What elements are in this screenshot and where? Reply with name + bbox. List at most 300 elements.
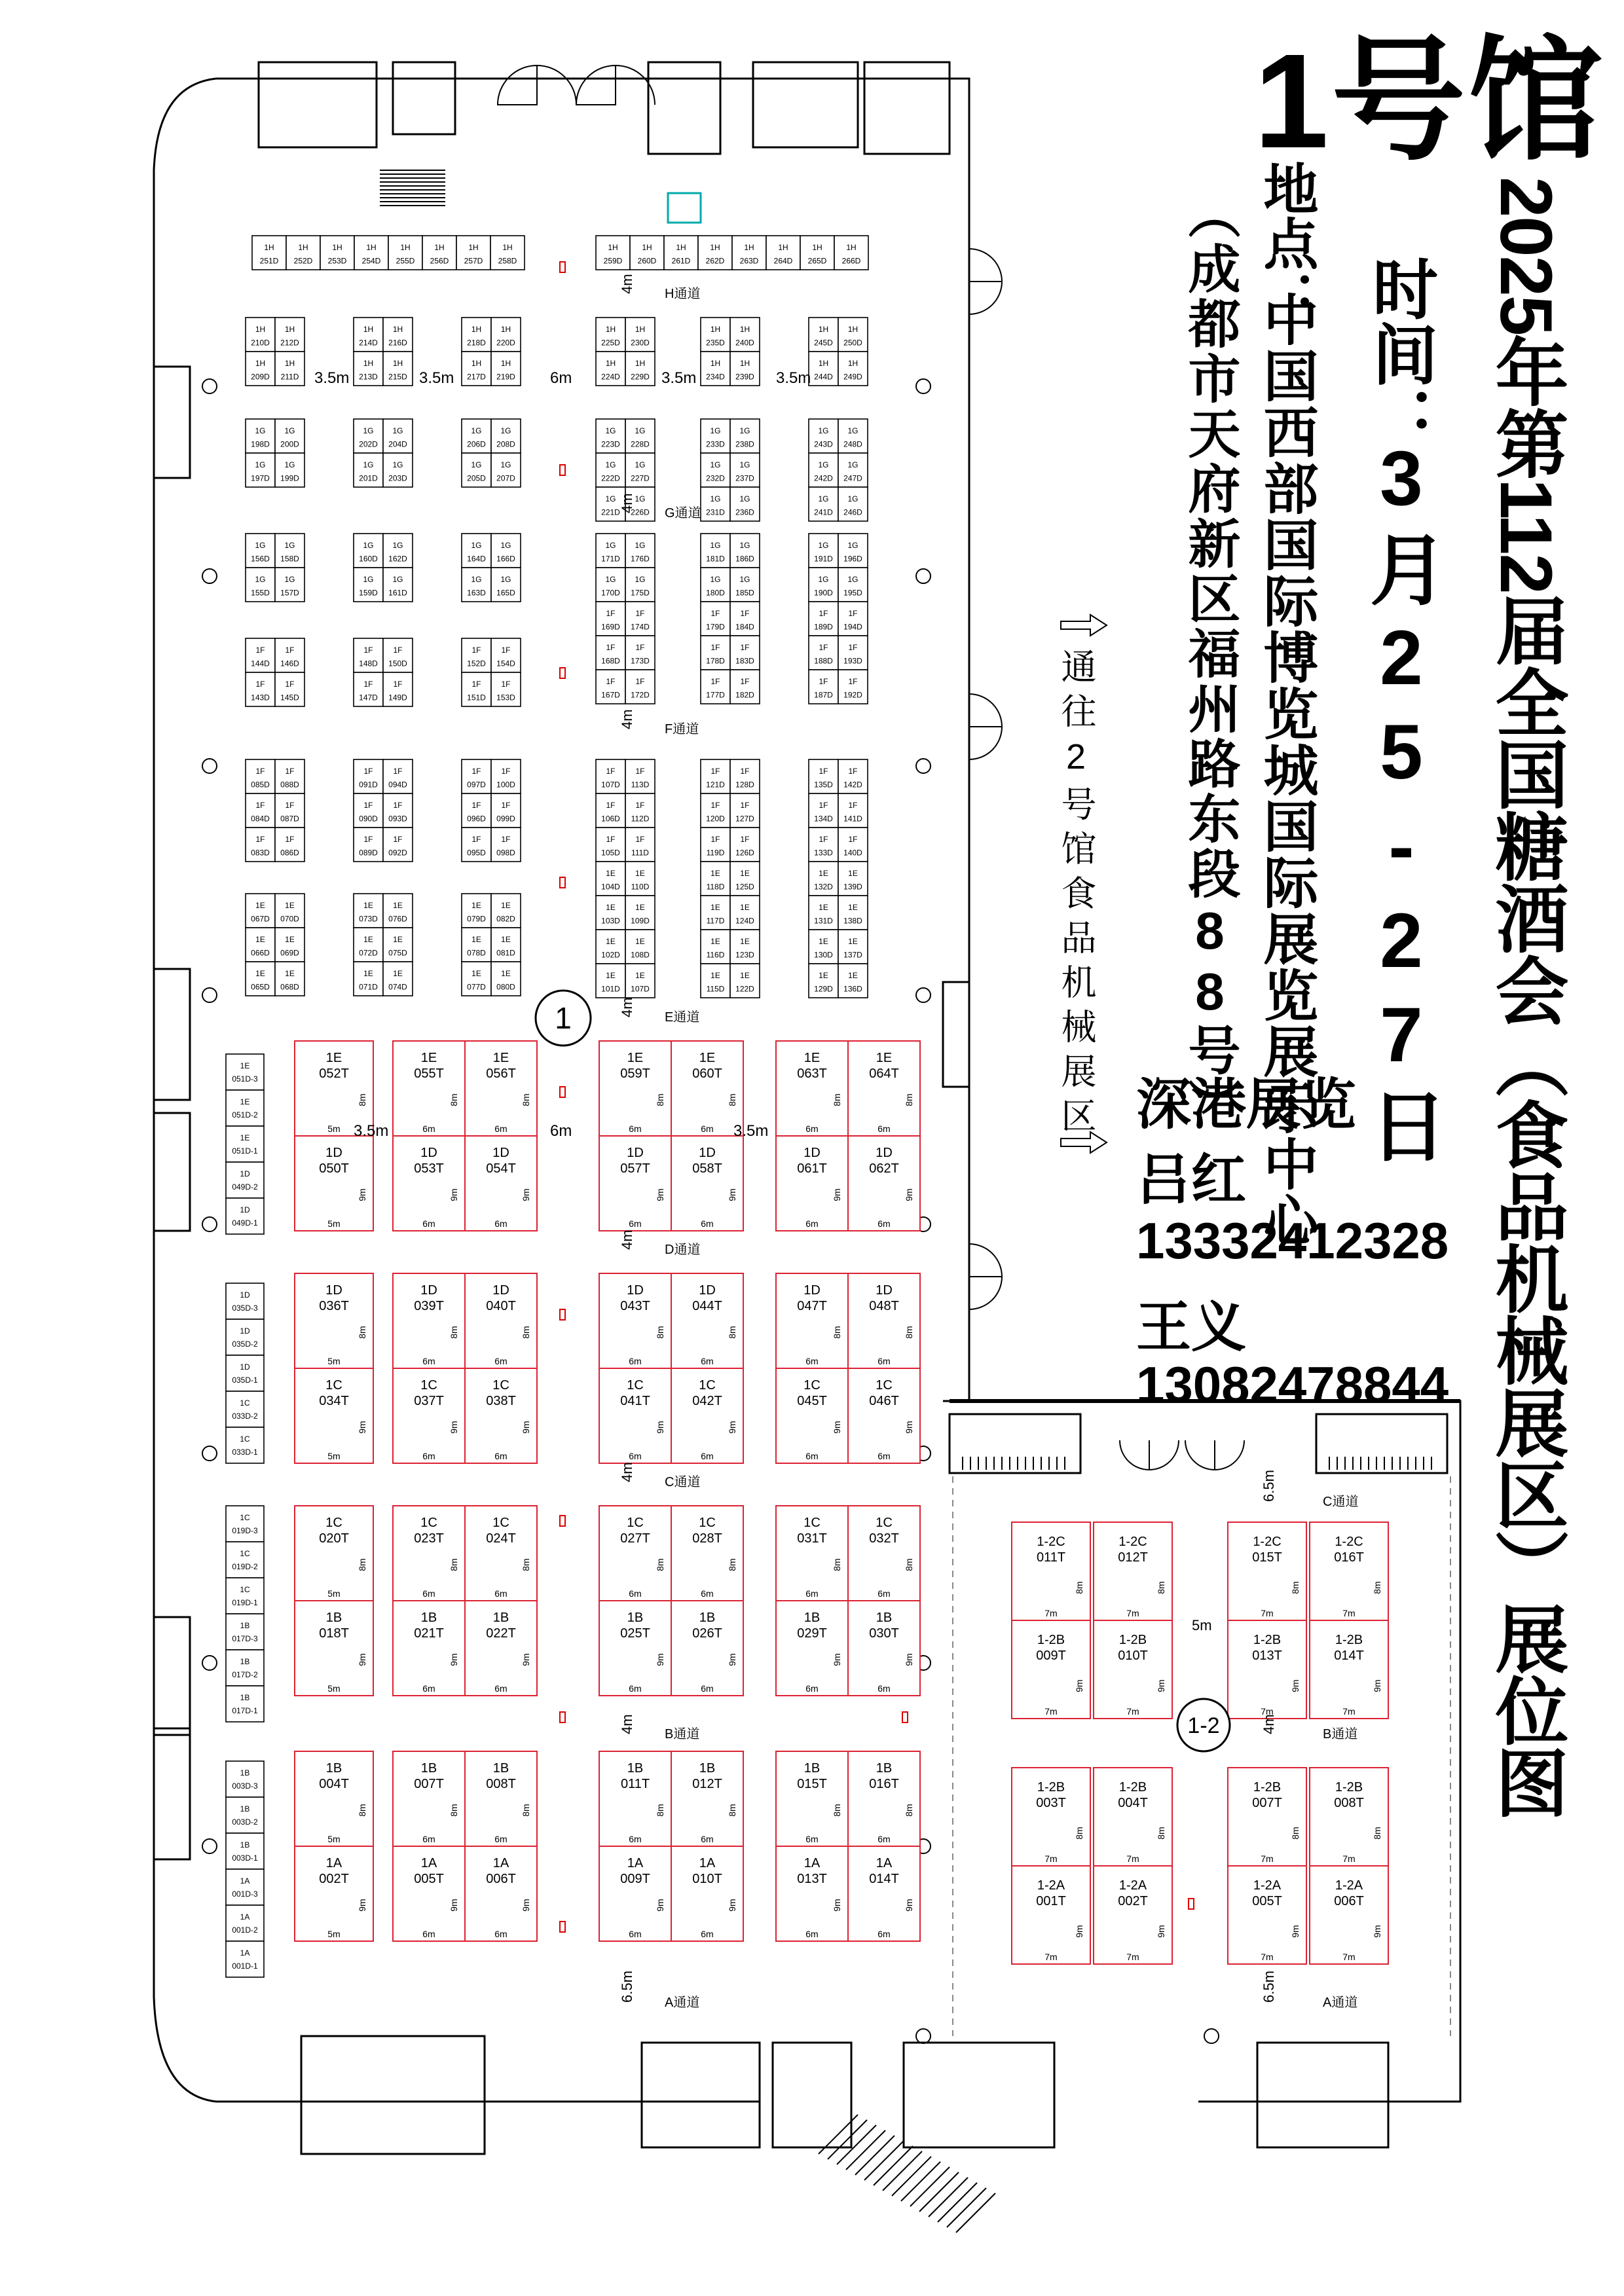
booth-number: 014T — [869, 1872, 899, 1886]
width-label: 7m — [1044, 1608, 1058, 1618]
booth-number: 032T — [869, 1531, 899, 1546]
booth-zone: 1E — [710, 902, 720, 912]
booth-zone: 1H — [744, 242, 754, 252]
booth-number: 059T — [620, 1066, 650, 1081]
booth-number: 003T — [1036, 1796, 1066, 1810]
booth-zone: 1F — [363, 800, 373, 810]
booth-number: 100D — [496, 780, 515, 790]
booth-number: 145D — [280, 693, 299, 702]
booth-020T — [295, 1506, 373, 1601]
booth-zone: 1A — [627, 1856, 644, 1870]
booth-zone: 1E — [635, 970, 645, 980]
booth-number: 095D — [467, 848, 486, 858]
depth-label: 9m — [521, 1421, 531, 1434]
booth-zone: 1C — [492, 1516, 509, 1530]
booth-number: 236D — [735, 507, 754, 517]
booth-zone: 1G — [635, 494, 646, 503]
booth-180D — [701, 568, 730, 602]
booth-zone: 1F — [471, 834, 481, 844]
width-label: 7m — [1342, 1952, 1356, 1962]
depth-label: 9m — [521, 1188, 531, 1201]
booth-011T — [1012, 1522, 1090, 1620]
depth-label: 8m — [449, 1326, 459, 1339]
booth-zone: 1D — [492, 1283, 509, 1298]
booth-number: 265D — [807, 256, 827, 266]
booth-number: 091D — [359, 780, 378, 790]
booth-zone: 1B — [325, 1761, 342, 1776]
booth-166D — [491, 534, 521, 568]
booth-zone: 1H — [608, 242, 618, 252]
booth-number: 130D — [814, 950, 833, 960]
booth-number: 257D — [464, 256, 483, 266]
booth-003D-2 — [226, 1797, 264, 1833]
booth-153D — [491, 672, 521, 706]
booth-127D — [730, 793, 760, 828]
booth-187D — [809, 670, 838, 704]
booth-number: 158D — [280, 554, 299, 564]
booth-number: 017D-1 — [232, 1706, 258, 1715]
depth-label: 9m — [357, 1653, 367, 1666]
booth-zone: 1F — [471, 766, 481, 776]
booth-zone: 1G — [847, 426, 858, 435]
booth-152D — [462, 638, 491, 672]
booth-number: 239D — [735, 372, 754, 382]
booth-130D — [809, 930, 838, 964]
depth-label: 8m — [832, 1804, 842, 1817]
booth-number: 226D — [631, 507, 650, 517]
booth-115D — [701, 964, 730, 998]
booth-008T — [1310, 1768, 1388, 1866]
depth-label: 9m — [1372, 1925, 1382, 1938]
booth-number: 030T — [869, 1626, 899, 1641]
depth-label: 9m — [904, 1899, 914, 1912]
booth-032T — [848, 1506, 920, 1601]
booth-zone: 1E — [710, 970, 720, 980]
booth-zone: 1G — [818, 494, 829, 503]
booth-zone: 1E — [471, 900, 481, 910]
booth-253D — [320, 236, 354, 270]
booth-zone: 1F — [285, 800, 295, 810]
booth-zone: 1F — [710, 608, 720, 618]
booth-number: 040T — [486, 1299, 516, 1313]
booth-022T — [465, 1601, 537, 1696]
booth-190D — [809, 568, 838, 602]
booth-209D — [246, 352, 275, 386]
booth-number: 142D — [843, 780, 862, 790]
booth-zone: 1F — [471, 679, 481, 689]
booth-zone: 1F — [285, 645, 295, 655]
booth-zone: 1G — [739, 574, 750, 584]
booth-number: 036T — [319, 1299, 349, 1313]
booth-zone: 1F — [635, 608, 645, 618]
booth-number: 150D — [388, 659, 407, 668]
booth-zone: 1E — [606, 970, 616, 980]
booth-zone: 1C — [420, 1516, 437, 1530]
booth-number: 012T — [692, 1777, 722, 1791]
booth-zone: 1D — [803, 1146, 821, 1160]
booth-zone: 1E — [606, 868, 616, 878]
booth-035D-3 — [226, 1283, 264, 1319]
booth-zone: 1F — [285, 834, 295, 844]
booth-number: 014T — [1334, 1649, 1364, 1663]
booth-number: 148D — [359, 659, 378, 668]
booth-164D — [462, 534, 491, 568]
booth-zone: 1E — [255, 968, 265, 978]
booth-zone: 1E — [240, 1133, 250, 1142]
booth-zone: 1F — [393, 645, 403, 655]
booth-number: 213D — [359, 372, 378, 382]
booth-116D — [701, 930, 730, 964]
booth-086D — [275, 828, 304, 862]
booth-number: 020T — [319, 1531, 349, 1546]
booth-zone: 1G — [500, 540, 511, 550]
booth-044T — [671, 1273, 743, 1368]
booth-number: 170D — [601, 588, 620, 598]
booth-zone: 1E — [420, 1051, 437, 1065]
booth-zone: 1F — [363, 645, 373, 655]
booth-zone: 1B — [627, 1611, 644, 1625]
booth-174D — [625, 602, 655, 636]
booth-number: 178D — [706, 656, 725, 666]
booth-number: 242D — [814, 473, 833, 483]
booth-zone: 1E — [285, 934, 295, 944]
booth-zone: 1E — [471, 968, 481, 978]
booth-019D-1 — [226, 1578, 264, 1614]
booth-151D — [462, 672, 491, 706]
booth-zone: 1H — [500, 358, 511, 368]
booth-zone: 1G — [392, 460, 403, 469]
booth-number: 187D — [814, 690, 833, 700]
booth-zone: 1H — [778, 242, 788, 252]
booth-number: 144D — [251, 659, 270, 668]
booth-071D — [354, 962, 383, 996]
booth-140D — [838, 828, 868, 862]
booth-zone: 1F — [255, 800, 265, 810]
depth-label: 9m — [832, 1421, 842, 1434]
booth-101D — [596, 964, 625, 998]
booth-number: 090D — [359, 814, 378, 824]
booth-zone: 1H — [400, 242, 411, 252]
booth-211D — [275, 352, 304, 386]
width-label: 6m — [877, 1218, 891, 1229]
booth-zone: 1-2B — [1037, 1633, 1065, 1647]
booth-zone: 1H — [468, 242, 479, 252]
booth-zone: 1G — [739, 540, 750, 550]
booth-034T — [295, 1368, 373, 1463]
booth-zone: 1C — [627, 1516, 644, 1530]
width-label: 5m — [327, 1218, 341, 1229]
booth-zone: 1F — [501, 834, 511, 844]
width-label: 6m — [877, 1834, 891, 1844]
booth-061T — [776, 1136, 848, 1231]
booth-number: 115D — [706, 984, 725, 994]
booth-zone: 1F — [710, 800, 720, 810]
depth-label: 8m — [521, 1558, 531, 1571]
booth-106D — [596, 793, 625, 828]
booth-026T — [671, 1601, 743, 1696]
booth-number: 019D-2 — [232, 1562, 258, 1571]
booth-number: 263D — [739, 256, 759, 266]
booth-number: 201D — [359, 473, 378, 483]
booth-number: 011T — [620, 1777, 650, 1791]
booth-number: 177D — [706, 690, 725, 700]
booth-zone: 1A — [240, 1876, 250, 1886]
depth-label: 8m — [357, 1326, 367, 1339]
booth-zone: 1E — [848, 970, 858, 980]
width-label: 7m — [1126, 1608, 1139, 1618]
booth-number: 230D — [631, 338, 650, 348]
booth-143D — [246, 672, 275, 706]
booth-196D — [838, 534, 868, 568]
booth-zone: 1-2C — [1253, 1535, 1282, 1549]
depth-label: 8m — [904, 1804, 914, 1817]
booth-002T — [1094, 1866, 1172, 1964]
booth-number: 069D — [280, 948, 299, 958]
booth-zone: 1B — [876, 1611, 893, 1625]
booth-zone: 1A — [492, 1856, 509, 1870]
booth-065D — [246, 962, 275, 996]
booth-zone: 1-2B — [1335, 1780, 1363, 1795]
booth-031T — [776, 1506, 848, 1601]
booth-zone: 1E — [363, 900, 373, 910]
booth-005T — [393, 1846, 465, 1941]
booth-number: 081D — [496, 948, 515, 958]
depth-label: 9m — [727, 1653, 737, 1666]
width-label: 6m — [629, 1123, 642, 1134]
booth-138D — [838, 896, 868, 930]
booth-number: 127D — [735, 814, 754, 824]
booth-number: 129D — [814, 984, 833, 994]
booth-146D — [275, 638, 304, 672]
booth-number: 258D — [498, 256, 517, 266]
booth-zone: 1F — [740, 766, 750, 776]
booth-zone: 1E — [819, 902, 828, 912]
booth-046T — [848, 1368, 920, 1463]
booth-number: 217D — [467, 372, 486, 382]
booth-zone: 1E — [325, 1051, 342, 1065]
booth-049D-1 — [226, 1198, 264, 1234]
booth-017D-2 — [226, 1650, 264, 1686]
booth-088D — [275, 759, 304, 793]
booth-number: 163D — [467, 588, 486, 598]
booth-number: 108D — [631, 950, 650, 960]
booth-zone: 1F — [606, 608, 616, 618]
width-label: 7m — [1126, 1853, 1139, 1864]
booth-number: 227D — [631, 473, 650, 483]
booth-zone: 1E — [740, 868, 750, 878]
depth-label: 8m — [449, 1558, 459, 1571]
booth-zone: 1C — [240, 1398, 250, 1408]
booth-zone: 1A — [325, 1856, 342, 1870]
booth-017D-3 — [226, 1614, 264, 1650]
booth-zone: 1G — [255, 540, 266, 550]
width-label: 7m — [1044, 1706, 1058, 1717]
booth-number: 147D — [359, 693, 378, 702]
booth-154D — [491, 638, 521, 672]
booth-008T — [465, 1751, 537, 1846]
booth-224D — [596, 352, 625, 386]
booth-number: 083D — [251, 848, 270, 858]
booth-zone: 1G — [471, 460, 482, 469]
booth-007T — [1228, 1768, 1306, 1866]
booth-043T — [599, 1273, 671, 1368]
booth-number: 251D — [259, 256, 279, 266]
width-label: 7m — [1261, 1853, 1274, 1864]
booth-023T — [393, 1506, 465, 1601]
booth-number: 223D — [601, 439, 620, 449]
booth-zone: 1F — [819, 642, 828, 652]
booth-zone: 1F — [740, 608, 750, 618]
booth-258D — [490, 236, 525, 270]
booth-number: 010T — [692, 1872, 722, 1886]
booth-number: 228D — [631, 439, 650, 449]
booth-number: 241D — [814, 507, 833, 517]
booth-070D — [275, 894, 304, 928]
booth-zone: 1G — [392, 426, 403, 435]
booth-096D — [462, 793, 491, 828]
booth-number: 044T — [692, 1299, 722, 1313]
booth-zone: 1G — [739, 426, 750, 435]
booth-number: 003D-3 — [232, 1781, 258, 1791]
width-label: 6m — [701, 1834, 714, 1844]
booth-zone: 1F — [848, 608, 858, 618]
booth-126D — [730, 828, 760, 862]
booth-247D — [838, 453, 868, 487]
booth-zone: 1E — [848, 936, 858, 946]
booth-number: 153D — [496, 693, 515, 702]
booth-number: 061T — [797, 1161, 827, 1176]
depth-label: 8m — [832, 1558, 842, 1571]
booth-169D — [596, 602, 625, 636]
booth-zone: 1B — [492, 1611, 509, 1625]
booth-number: 052T — [319, 1066, 349, 1081]
booth-157D — [275, 568, 304, 602]
depth-label: 8m — [357, 1804, 367, 1817]
depth-label: 9m — [357, 1421, 367, 1434]
booth-zone: 1G — [818, 540, 829, 550]
booth-number: 008T — [486, 1777, 516, 1791]
booth-015T — [1228, 1522, 1306, 1620]
booth-zone: 1H — [605, 324, 616, 334]
booth-number: 248D — [843, 439, 862, 449]
width-label: 6m — [701, 1683, 714, 1694]
booth-zone: 1C — [240, 1434, 250, 1444]
booth-042T — [671, 1368, 743, 1463]
organizer-name: 深港展览 — [1136, 1074, 1357, 1135]
booth-083D — [246, 828, 275, 862]
depth-label: 9m — [1156, 1679, 1166, 1692]
booth-number: 112D — [631, 814, 650, 824]
depth-label: 8m — [1372, 1827, 1382, 1840]
booth-zone: 1D — [803, 1283, 821, 1298]
booth-number: 166D — [496, 554, 515, 564]
booth-213D — [354, 352, 383, 386]
booth-number: 120D — [706, 814, 725, 824]
width-label: 5m — [327, 1356, 341, 1366]
booth-zone: 1E — [699, 1051, 716, 1065]
booth-number: 231D — [706, 507, 725, 517]
booth-zone: 1H — [605, 358, 616, 368]
booth-120D — [701, 793, 730, 828]
booth-number: 160D — [359, 554, 378, 564]
booth-number: 057T — [620, 1161, 650, 1176]
booth-number: 247D — [843, 473, 862, 483]
booth-number: 026T — [692, 1626, 722, 1641]
booth-zone: 1D — [876, 1146, 893, 1160]
booth-zone: 1F — [710, 676, 720, 686]
booth-number: 128D — [735, 780, 754, 790]
booth-227D — [625, 453, 655, 487]
booth-number: 072D — [359, 948, 378, 958]
booth-zone: 1H — [392, 358, 403, 368]
depth-label: 8m — [1074, 1827, 1084, 1840]
booth-200D — [275, 419, 304, 453]
booth-zone: 1E — [501, 934, 511, 944]
booth-number: 029T — [797, 1626, 827, 1641]
booth-zone: 1-2C — [1037, 1535, 1065, 1549]
depth-label: 8m — [727, 1558, 737, 1571]
depth-label: 9m — [727, 1899, 737, 1912]
booth-zone: 1D — [240, 1205, 250, 1214]
booth-zone: 1B — [240, 1693, 250, 1702]
depth-label: 8m — [449, 1804, 459, 1817]
booth-zone: 1G — [605, 574, 616, 584]
width-label: 7m — [1342, 1853, 1356, 1864]
booth-019D-2 — [226, 1542, 264, 1578]
booth-223D — [596, 419, 625, 453]
booth-255D — [388, 236, 422, 270]
booth-zone: 1F — [710, 834, 720, 844]
booth-zone: 1H — [284, 324, 295, 334]
booth-number: 168D — [601, 656, 620, 666]
booth-zone: 1C — [240, 1513, 250, 1522]
depth-label: 8m — [655, 1804, 665, 1817]
booth-zone: 1D — [699, 1283, 716, 1298]
booth-number: 048T — [869, 1299, 899, 1313]
booth-number: 054T — [486, 1161, 516, 1176]
booth-number: 110D — [631, 882, 650, 892]
booth-037T — [393, 1368, 465, 1463]
booth-zone: 1F — [255, 645, 265, 655]
booth-zone: 1H — [635, 324, 646, 334]
depth-label: 9m — [1156, 1925, 1166, 1938]
booth-zone: 1E — [627, 1051, 644, 1065]
booth-number: 049D-1 — [232, 1218, 258, 1228]
booth-059T — [599, 1041, 671, 1136]
width-label: 6m — [629, 1929, 642, 1939]
width-label: 6m — [629, 1218, 642, 1229]
booth-102D — [596, 930, 625, 964]
booth-121D — [701, 759, 730, 793]
booth-zone: 1F — [848, 642, 858, 652]
aisle-width: 4m — [619, 493, 635, 513]
booth-210D — [246, 318, 275, 352]
booth-zone: 1H — [434, 242, 445, 252]
booth-179D — [701, 602, 730, 636]
booth-zone: 1G — [605, 540, 616, 550]
booth-001D-2 — [226, 1905, 264, 1941]
booth-number: 055T — [414, 1066, 444, 1081]
width-label: 6m — [422, 1218, 435, 1229]
booth-zone: 1G — [605, 460, 616, 469]
booth-zone: 1F — [363, 834, 373, 844]
width-label: 5m — [327, 1834, 341, 1844]
booth-number: 234D — [706, 372, 725, 382]
booth-zone: 1B — [325, 1611, 342, 1625]
booth-zone: 1B — [420, 1761, 437, 1776]
booth-zone: 1G — [605, 494, 616, 503]
booth-number: 027T — [620, 1531, 650, 1546]
